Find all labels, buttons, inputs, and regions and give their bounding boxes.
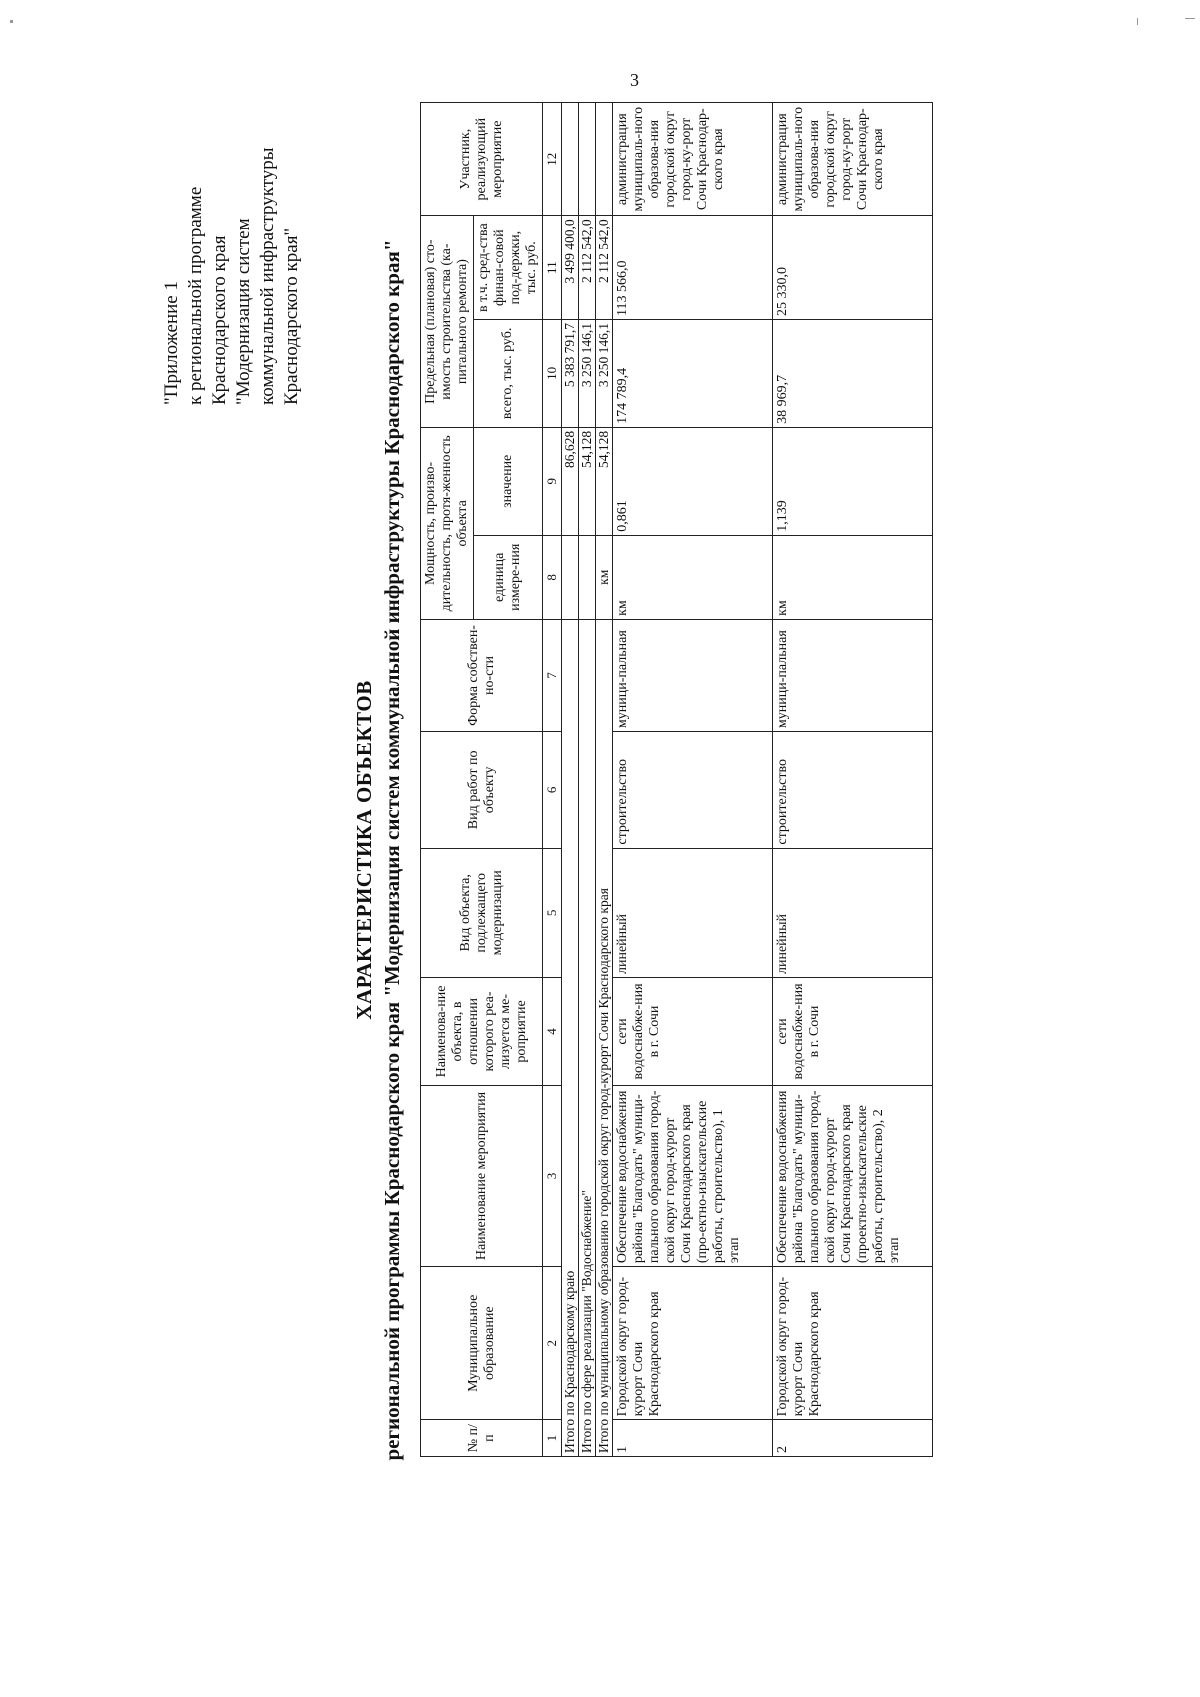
summary-row-municipality (596, 103, 613, 1457)
row-participant: администрация муниципаль-ного образова-ния городской округ город-ку-рорт Сочи Краснодар-ского края (613, 103, 773, 216)
row-ownership: муници-пальная (613, 619, 773, 731)
column-number: 7 (543, 619, 562, 731)
row-unit: км (613, 535, 773, 619)
summary-support: 3 499 400,0 (562, 216, 579, 320)
row-work-type: строительство (773, 732, 933, 849)
header-cost: Предельная (плановая) сто-имость строительства (ка-питального ремонта) (421, 216, 474, 427)
column-number: 11 (543, 216, 562, 320)
header-capacity: Мощность, произво-дительность, протя-женность объекта (421, 427, 474, 619)
summary-row-region (562, 103, 579, 1457)
column-number: 12 (543, 103, 562, 216)
row-object-type: линейный (773, 848, 933, 977)
header-value: значение (474, 427, 543, 535)
column-number: 10 (543, 319, 562, 427)
column-number: 1 (543, 1420, 562, 1457)
header-support: в т.ч. сред-ства финан-совой под-держки, тыс. руб. (474, 216, 543, 320)
header-participant: Участник, реализующий мероприятие (421, 103, 543, 216)
summary-support: 2 112 542,0 (579, 216, 596, 320)
column-number: 6 (543, 732, 562, 849)
summary-label: Итого по Краснодарскому краю (562, 619, 579, 1456)
summary-total: 3 250 146,1 (596, 319, 613, 427)
row-support: 25 330,0 (773, 216, 933, 320)
summary-total: 3 250 146,1 (579, 319, 596, 427)
appendix-note: "Приложение 1 к региональной программе Краснодарского края "Модернизация систем коммунальной инфраструктуры Краснодарского края" (161, 147, 302, 405)
header-measure: Наименование мероприятия (421, 1085, 543, 1266)
summary-value: 86,628 (562, 427, 579, 535)
header-object: Наименова-ние объекта, в отношении которого реа-лизуется ме-роприятие (421, 978, 543, 1086)
row-work-type: строительство (613, 732, 773, 849)
row-participant: администрация муниципаль-ного образова-ния городской округ город-ку-рорт Сочи Краснодар-ского края (773, 103, 933, 216)
column-number: 5 (543, 848, 562, 977)
objects-table (420, 102, 933, 1457)
row-unit: км (773, 535, 933, 619)
header-ownership: Форма собствен-но-сти (421, 619, 543, 731)
rotated-page-content (30, 100, 1130, 1600)
summary-unit: км (596, 535, 613, 619)
scan-artifact (1185, 18, 1195, 19)
row-total: 38 969,7 (773, 319, 933, 427)
column-number: 8 (543, 535, 562, 619)
summary-support: 2 112 542,0 (596, 216, 613, 320)
row-municipality: Городской округ город-курорт Сочи Краснодарского края (773, 1267, 933, 1420)
document-title: ХАРАКТЕРИСТИКА ОБЪЕКТОВ (352, 680, 376, 1020)
header-number: № п/п (421, 1420, 543, 1457)
row-total: 174 789,4 (613, 319, 773, 427)
summary-row-sphere (579, 103, 596, 1457)
row-municipality: Городской округ город-курорт Сочи Краснодарского края (613, 1267, 773, 1420)
row-number: 2 (773, 1420, 933, 1457)
row-number: 1 (613, 1420, 773, 1457)
table-header-row (421, 103, 474, 1457)
header-total: всего, тыс. руб. (474, 319, 543, 427)
scan-artifact (10, 20, 13, 23)
summary-empty (562, 103, 579, 216)
summary-value: 54,128 (579, 427, 596, 535)
row-object: сети водоснабже-ния в г. Сочи (613, 978, 773, 1086)
table-row (613, 103, 773, 1457)
page-number: 3 (630, 70, 639, 90)
row-support: 113 566,0 (613, 216, 773, 320)
summary-total: 5 383 791,7 (562, 319, 579, 427)
row-measure: Обеспечение водоснабжения района "Благодать" муници-пального образования город-ской округ город-курорт Сочи Краснодарского края (про-ектно-изыскательские работы, строительство), 1 этап (613, 1085, 773, 1266)
column-numbers-row (543, 103, 562, 1457)
column-number: 9 (543, 427, 562, 535)
header-municipality: Муниципальное образование (421, 1267, 543, 1420)
header-unit: единица измере-ния (474, 535, 543, 619)
summary-unit (562, 535, 579, 619)
summary-label: Итого по муниципальному образованию городской округ город-курорт Сочи Краснодарского края (596, 619, 613, 1456)
row-measure: Обеспечение водоснабжения района "Благодать" муници-пального образования город-ской округ город-курорт Сочи Краснодарского края (проектно-изыскательские работы, строительство), 2 этап (773, 1085, 933, 1266)
column-number: 3 (543, 1085, 562, 1266)
summary-empty (596, 103, 613, 216)
column-number: 2 (543, 1267, 562, 1420)
scan-artifact (1137, 18, 1138, 25)
row-value: 1,139 (773, 427, 933, 535)
row-value: 0,861 (613, 427, 773, 535)
table-row (773, 103, 933, 1457)
document-subtitle: региональной программы Краснодарского края "Модернизация систем коммунальной инфраструктуры Краснодарского края" (380, 239, 404, 1461)
row-object: сети водоснабже-ния в г. Сочи (773, 978, 933, 1086)
column-number: 4 (543, 978, 562, 1086)
row-ownership: муници-пальная (773, 619, 933, 731)
summary-value: 54,128 (596, 427, 613, 535)
row-object-type: линейный (613, 848, 773, 977)
header-work-type: Вид работ по объекту (421, 732, 543, 849)
summary-unit (579, 535, 596, 619)
summary-label: Итого по сфере реализации "Водоснабжение" (579, 619, 596, 1456)
summary-empty (579, 103, 596, 216)
header-object-type: Вид объекта, подлежащего модернизации (421, 848, 543, 977)
